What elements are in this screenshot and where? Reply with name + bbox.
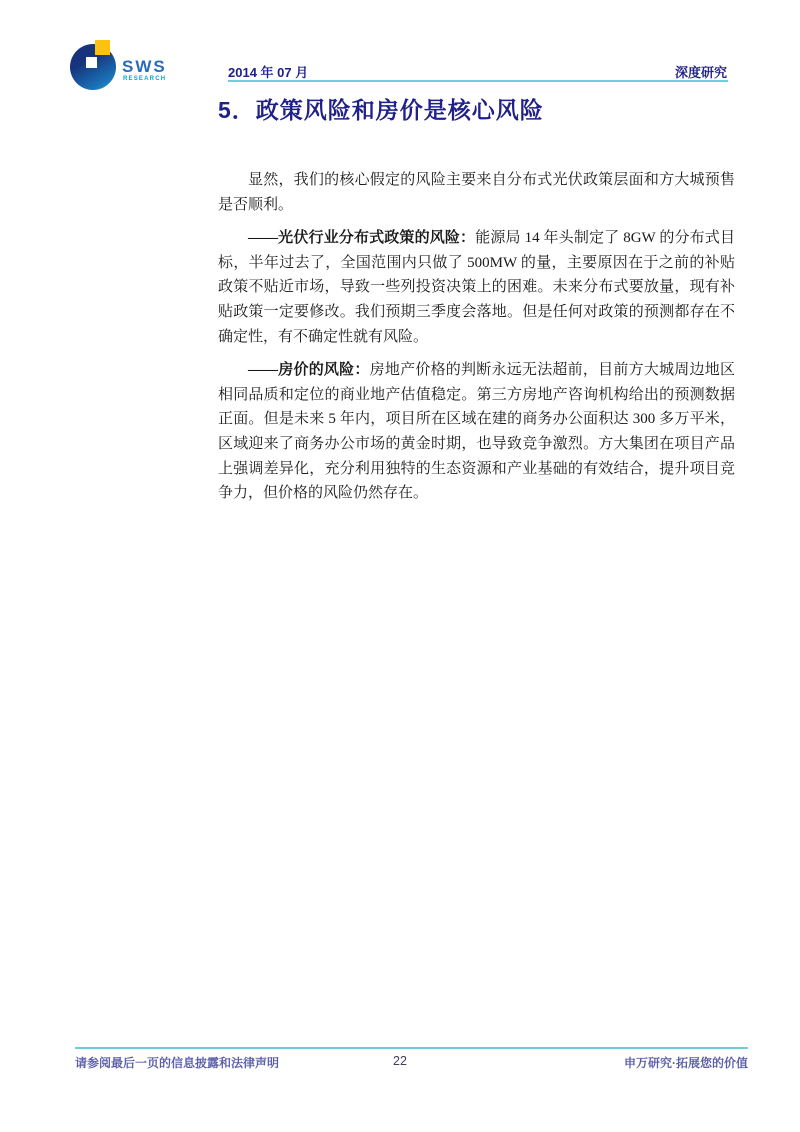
footer-slogan: 申万研究·拓展您的价值 (624, 1056, 748, 1070)
paragraph-3-text: 房地产价格的判断永远无法超前，目前方大城周边地区相同品质和定位的商业地产估值稳定。第三方房地产咨询机构给出的预测数据正面。但是未来 5 年内，项目所在区域在建的商务办公面积达 300 多万平米，区域迎来了商务办公市场的黄金时期，也导致竞争激烈。方大集团在项目产品上强调差异化，充分利用独特的生态资源和产业基础的有效结合，提升项目竞争力，但价格的风险仍然存在。 (218, 362, 735, 502)
body-text (218, 168, 735, 515)
paragraph-3 (218, 358, 735, 506)
paragraph-3-lead: ——房价的风险： (248, 362, 370, 379)
paragraph-2 (218, 226, 735, 349)
footer-divider (75, 1047, 748, 1049)
sws-logo-icon (68, 42, 118, 90)
header-divider (228, 80, 728, 82)
logo-brand: SWS (122, 57, 167, 76)
logo-yellow-square-icon (95, 40, 110, 55)
header-date: 2014 年 07 月 (228, 65, 309, 80)
logo-subtitle: RESEARCH (123, 76, 167, 82)
header-doc-type: 深度研究 (674, 65, 727, 80)
paragraph-1 (218, 168, 735, 217)
paragraph-1-text: 显然，我们的核心假定的风险主要来自分布式光伏政策层面和方大城预售是否顺利。 (218, 172, 735, 213)
paragraph-2-lead: ——光伏行业分布式政策的风险： (248, 230, 476, 247)
sws-logo (68, 40, 188, 92)
footer-disclaimer: 请参阅最后一页的信息披露和法律声明 (75, 1056, 280, 1070)
section-title: 5．政策风险和房价是核心风险 (218, 97, 544, 123)
footer-page-number: 22 (393, 1054, 407, 1068)
logo-notch-icon (86, 57, 97, 68)
paragraph-2-text: 能源局 14 年头制定了 8GW 的分布式目标，半年过去了，全国范围内只做了 500MW 的量，主要原因在于之前的补贴政策不贴近市场，导致一些列投资决策上的困难。未来分布式要放量，现有补贴政策一定要修改。我们预期三季度会落地。但是任何对政策的预测都存在不确定性，有不确定性就有风险。 (218, 230, 735, 345)
